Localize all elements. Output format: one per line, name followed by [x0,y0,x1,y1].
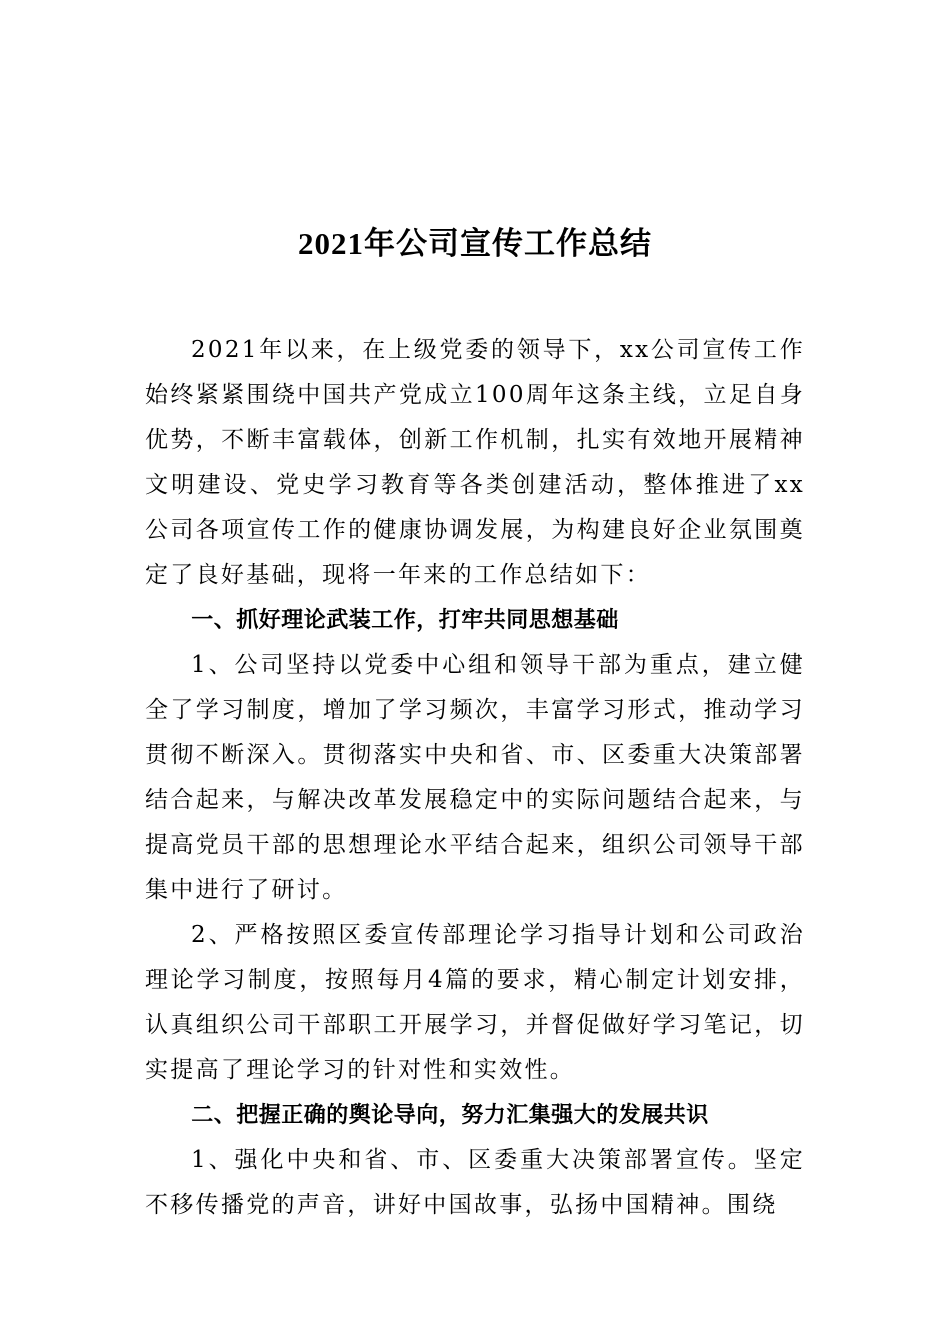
section-1-paragraph-1: 1、公司坚持以党委中心组和领导干部为重点，建立健全了学习制度，增加了学习频次，丰富学习形式，推动学习贯彻不断深入。贯彻落实中央和省、市、区委重大决策部署结合起来，与解决改革发展稳定中的实际问题结合起来，与提高党员干部的思想理论水平结合起来，组织公司领导干部集中进行了研讨。 [145,652,805,903]
section-2-paragraph-1: 1、强化中央和省、市、区委重大决策部署宣传。坚定不移传播党的声音，讲好中国故事，弘扬中国精神。围绕 [145,1147,805,1218]
section-heading-2: 二、把握正确的舆论导向，努力汇集强大的发展共识 [191,1103,709,1128]
document-body [145,222,805,1228]
section-1-paragraph-2: 2、严格按照区委宣传部理论学习指导计划和公司政治理论学习制度，按照每月4篇的要求，精心制定计划安排，认真组织公司干部职工开展学习，并督促做好学习笔记，切实提高了理论学习的针对性和实效性。 [145,922,805,1083]
intro-paragraph: 2021年以来，在上级党委的领导下，xx公司宣传工作始终紧紧围绕中国共产党成立100周年这条主线，立足自身优势，不断丰富载体，创新工作机制，扎实有效地开展精神文明建设、党史学习教育等各类创建活动，整体推进了xx公司各项宣传工作的健康协调发展，为构建良好企业氛围奠定了良好基础，现将一年来的工作总结如下： [145,337,805,588]
section-heading-1: 一、抓好理论武装工作，打牢共同思想基础 [191,608,619,633]
document-title: 2021年公司宣传工作总结 [298,226,652,261]
